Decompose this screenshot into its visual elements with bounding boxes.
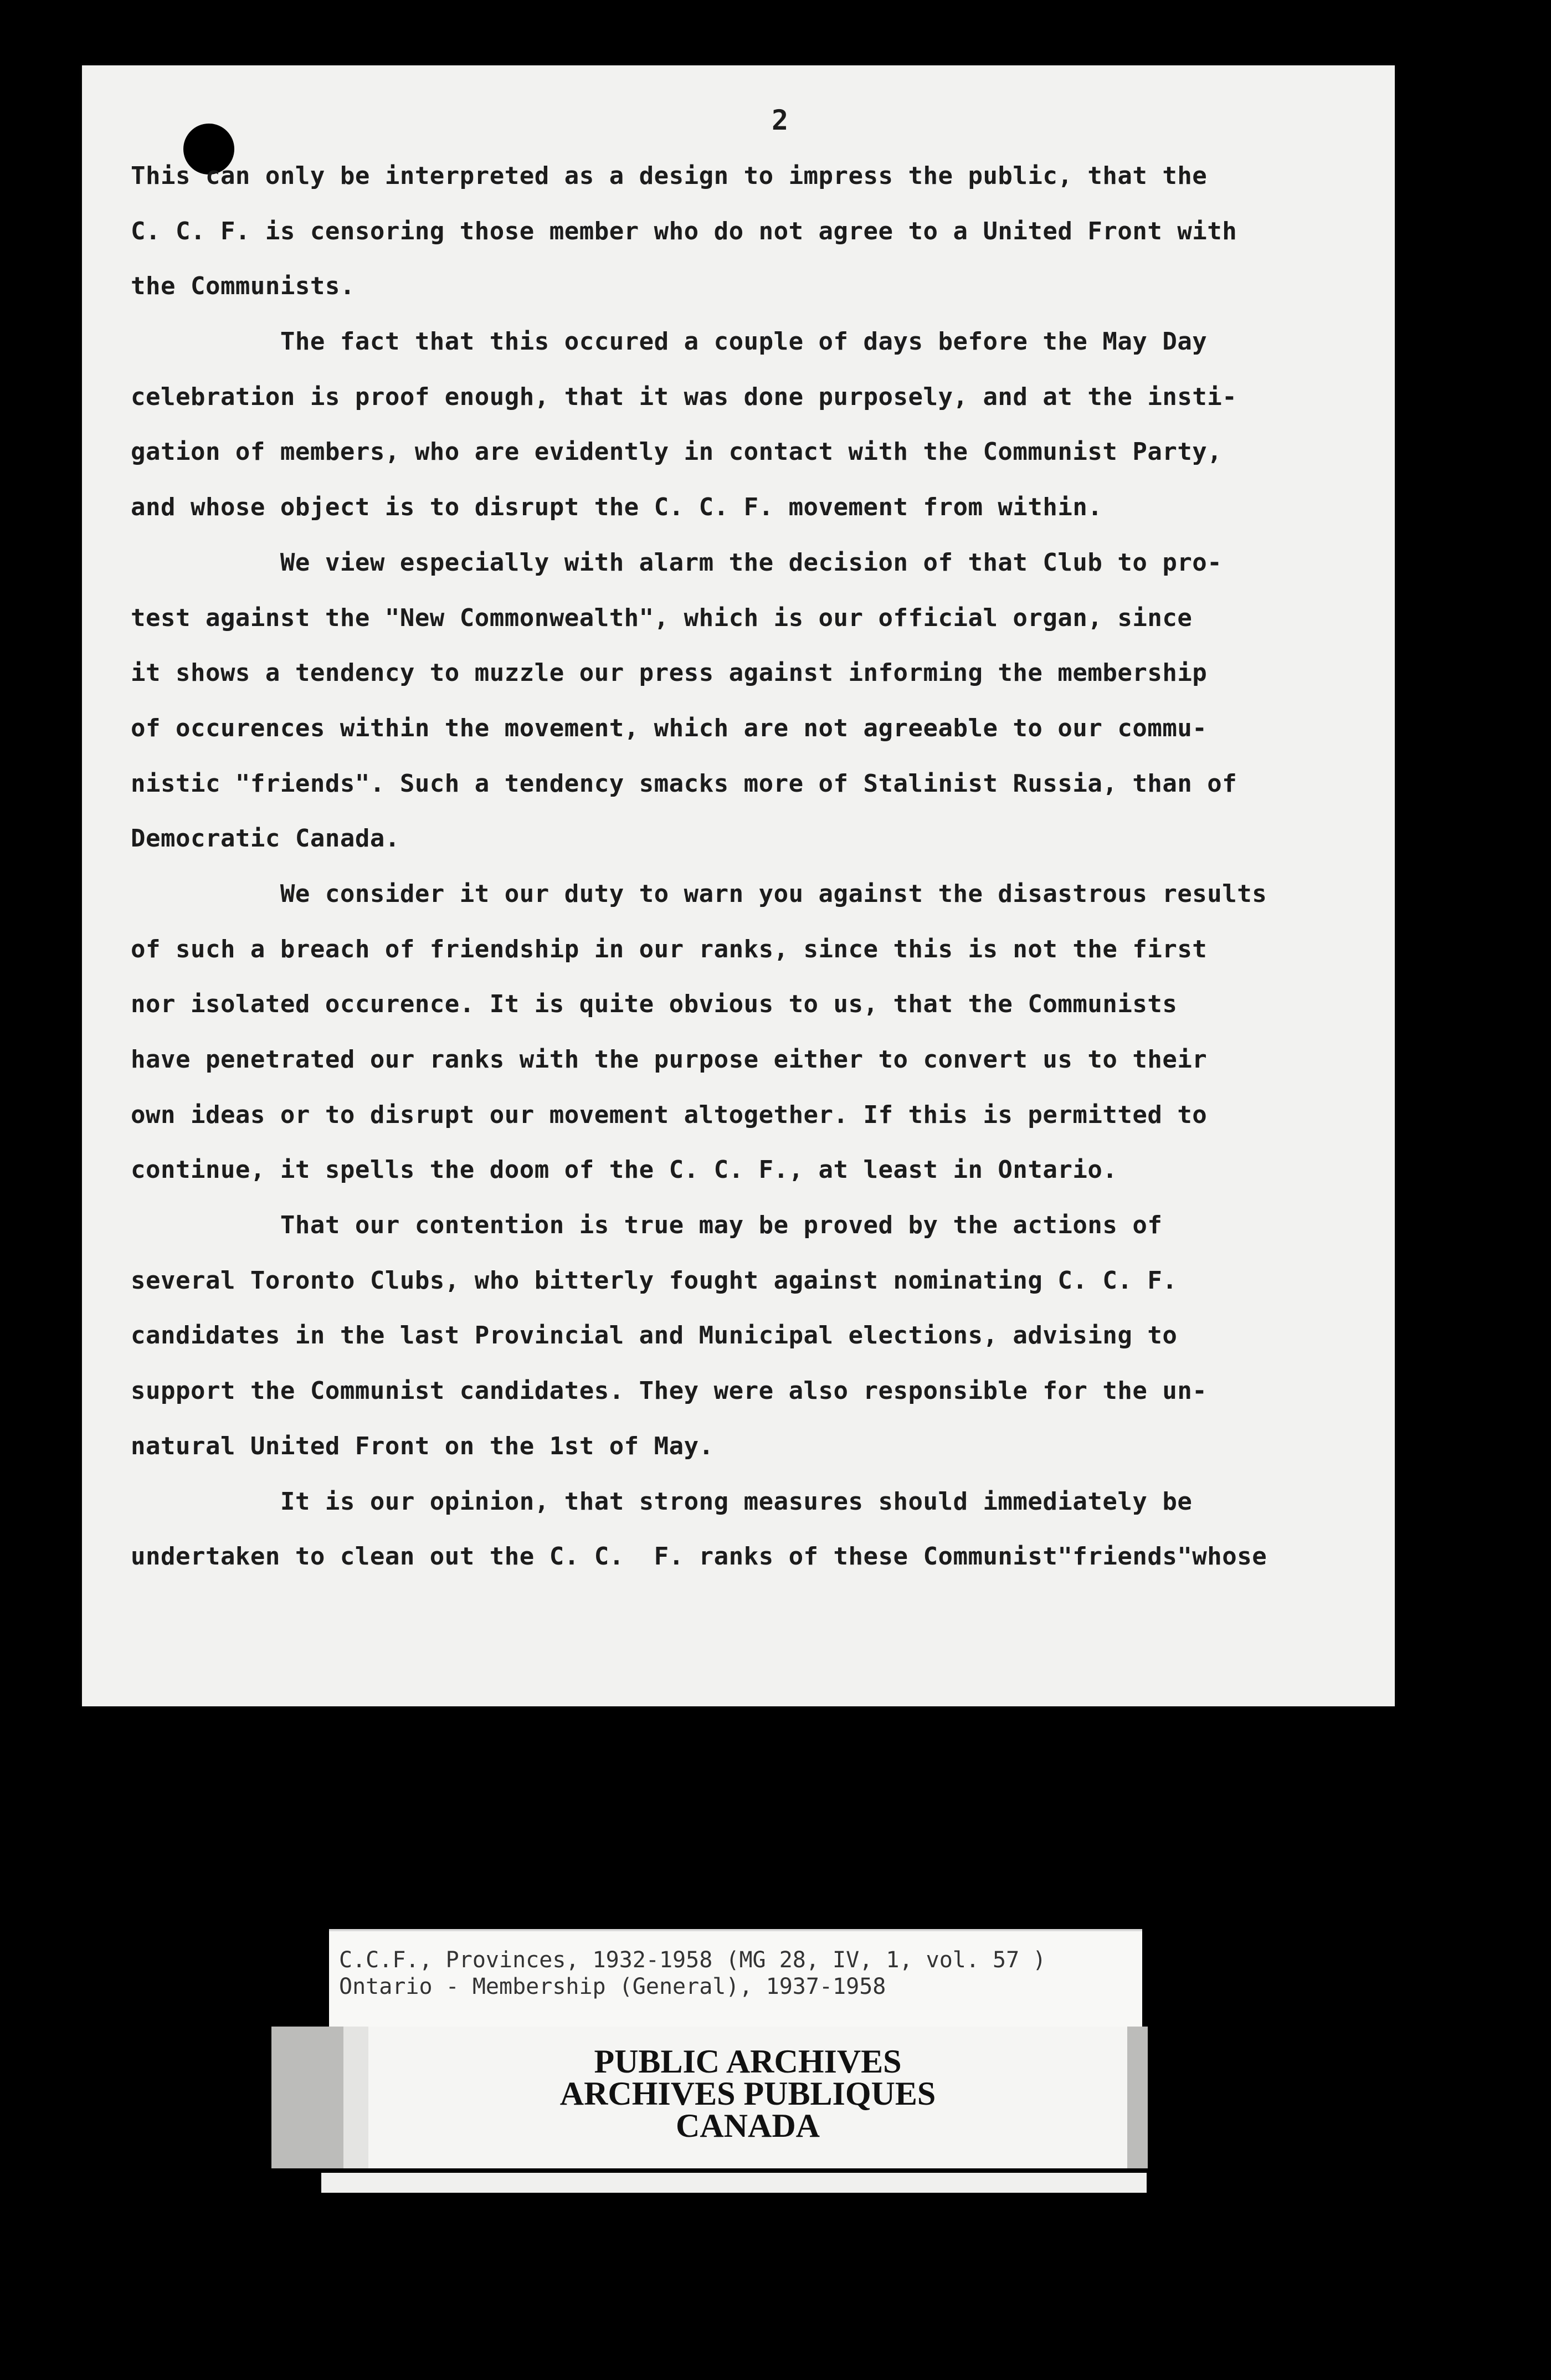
text-line: celebration is proof enough, that it was done purposely, and at the insti- — [131, 382, 1237, 411]
text-line: support the Communist candidates. They were also responsible for the un- — [131, 1377, 1208, 1406]
text-line: The fact that this occured a couple of days before the May Day — [131, 327, 1208, 356]
letter-body — [131, 148, 1372, 1584]
text-line: undertaken to clean out the C. C. F. ranks of these Communist"friends"whose — [131, 1542, 1267, 1571]
text-line: have penetrated our ranks with the purpose either to convert us to their — [131, 1045, 1208, 1074]
public-archives-stamp — [368, 2027, 1127, 2168]
archive-reference-label — [329, 1929, 1142, 2032]
text-line: We consider it our duty to warn you against the disastrous results — [131, 879, 1267, 908]
text-line: nor isolated occurence. It is quite obvious to us, that the Communists — [131, 990, 1178, 1019]
reference-line-1: C.C.F., Provinces, 1932-1958 (MG 28, IV, 1, vol. 57 ) — [339, 1947, 1046, 1973]
text-line: of occurences within the movement, which are not agreeable to our commu- — [131, 714, 1208, 742]
stamp-line-1: PUBLIC ARCHIVES — [594, 2043, 902, 2080]
text-line: nistic "friends". Such a tendency smacks more of Stalinist Russia, than of — [131, 769, 1237, 798]
text-line: own ideas or to disrupt our movement altogether. If this is permitted to — [131, 1100, 1208, 1129]
text-line: continue, it spells the doom of the C. C. F., at least in Ontario. — [131, 1156, 1118, 1184]
page-number: 2 — [771, 104, 789, 136]
text-line: It is our opinion, that strong measures should immediately be — [131, 1487, 1193, 1516]
tape-edge-left — [271, 2027, 343, 2168]
tape-strip-bottom — [321, 2173, 1147, 2193]
text-line: C. C. F. is censoring those member who do not agree to a United Front with — [131, 217, 1237, 245]
archive-stamp-strip — [271, 2027, 1148, 2168]
text-line: We view especially with alarm the decision of that Club to pro- — [131, 548, 1223, 577]
text-line: several Toronto Clubs, who bitterly fought against nominating C. C. F. — [131, 1266, 1178, 1295]
text-line: it shows a tendency to muzzle our press against informing the membership — [131, 659, 1208, 688]
document-page — [82, 65, 1395, 1706]
stamp-line-3: CANADA — [676, 2107, 820, 2144]
text-line: of such a breach of friendship in our ranks, since this is not the first — [131, 935, 1208, 963]
text-line: the Communists. — [131, 272, 355, 301]
text-line: natural United Front on the 1st of May. — [131, 1432, 714, 1460]
text-line: candidates in the last Provincial and Municipal elections, advising to — [131, 1321, 1178, 1350]
reference-line-2: Ontario - Membership (General), 1937-1958 — [339, 1974, 886, 1999]
text-line: This can only be interpreted as a design to impress the public, that the — [131, 162, 1208, 190]
text-line: and whose object is to disrupt the C. C. F. movement from within. — [131, 493, 1103, 522]
text-line: That our contention is true may be proved by the actions of — [131, 1211, 1163, 1240]
text-line: test against the "New Commonwealth", which is our official organ, since — [131, 603, 1193, 632]
text-line: gation of members, who are evidently in contact with the Communist Party, — [131, 438, 1223, 466]
stamp-line-2: ARCHIVES PUBLIQUES — [559, 2075, 936, 2112]
text-line: Democratic Canada. — [131, 824, 400, 853]
